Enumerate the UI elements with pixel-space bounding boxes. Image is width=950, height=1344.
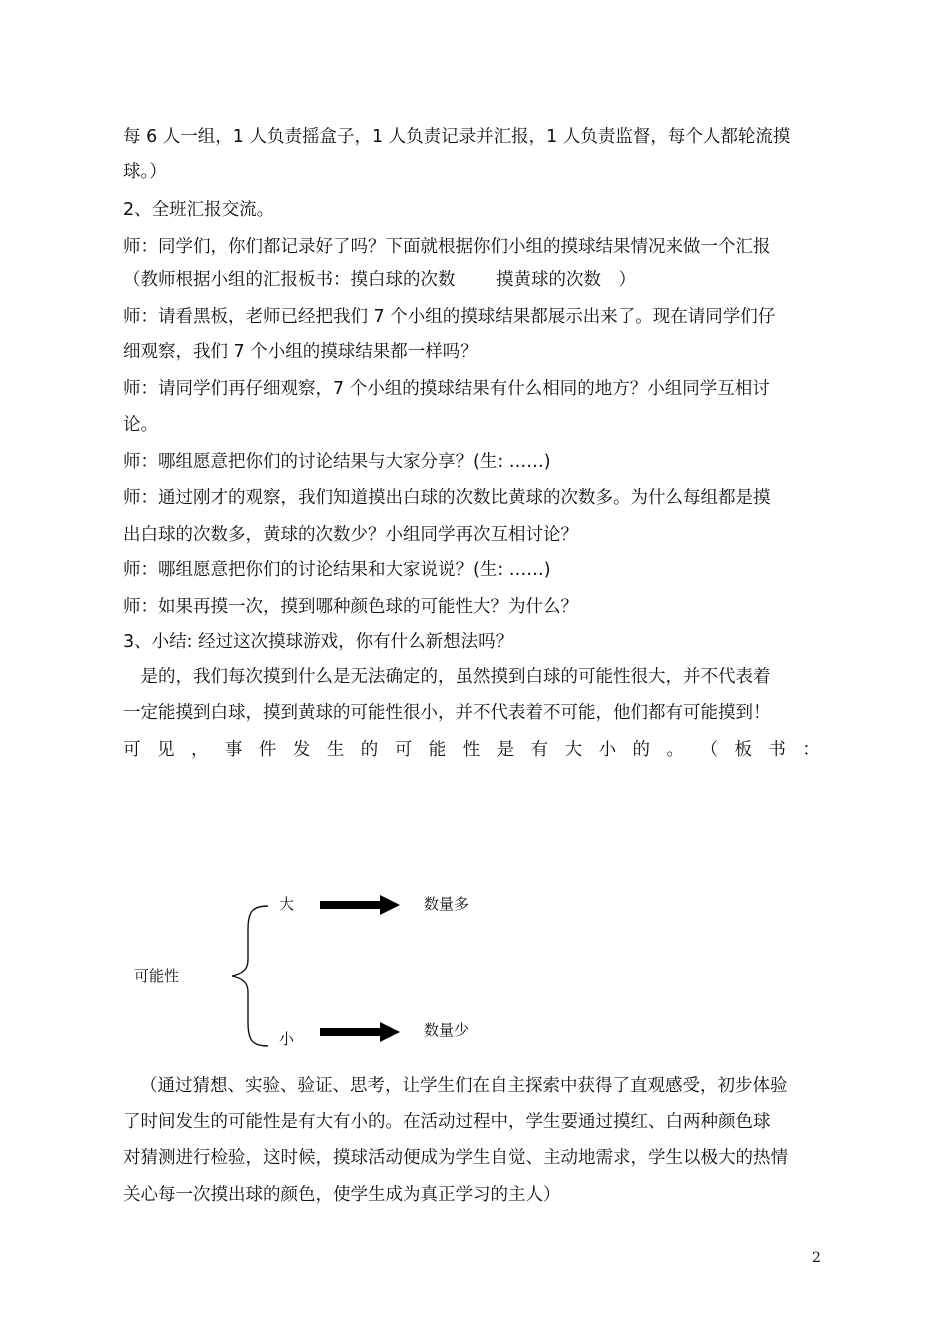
text-line: 3、小结: 经过这次摸球游戏，你有什么新想法吗？	[123, 632, 514, 652]
text-line: 师：请看黑板，老师已经把我们 7 个小组的摸球结果都展示出来了。现在请同学们仔	[123, 307, 776, 327]
text-line: 是的，我们每次摸到什么是无法确定的，虽然摸到白球的可能性很大，并不代表着	[123, 667, 771, 687]
spread-char: 见	[156, 740, 175, 760]
spread-char: 性	[462, 740, 481, 760]
spread-char: 发	[292, 740, 311, 760]
spread-char: 件	[258, 740, 277, 760]
diagram-bottom-result: 数量少	[424, 1021, 470, 1039]
text-line: 师：哪组愿意把你们的讨论结果和大家说说？(生: ……)	[123, 560, 551, 580]
text-line: 师：同学们，你们都记录好了吗？下面就根据你们小组的摸球结果情况来做一个汇报	[123, 237, 771, 257]
note-line: （通过猜想、实验、验证、思考，让学生们在自主探索中获得了直观感受，初步体验	[140, 1076, 788, 1096]
text-line: 师：通过刚才的观察，我们知道摸出白球的次数比黄球的次数多。为什么每组都是摸	[123, 488, 771, 508]
text-line: 出白球的次数多，黄球的次数少？小组同学再次互相讨论？	[123, 525, 578, 545]
text-line: 师：如果再摸一次，摸到哪种颜色球的可能性大？为什么？	[123, 597, 578, 617]
spread-char: 。	[666, 740, 684, 760]
spread-char: 的	[360, 740, 379, 760]
text-line: 师：请同学们再仔细观察，7 个小组的摸球结果有什么相同的地方？小组同学互相讨	[123, 379, 770, 399]
spread-char: ，	[190, 740, 209, 760]
diagram-bottom-label: 小	[279, 1030, 295, 1048]
spread-char: 大	[564, 740, 583, 760]
note-line: 了时间发生的可能性是有大有小的。在活动过程中，学生要通过摸红、白两种颜色球	[123, 1112, 771, 1132]
text-line: 论。	[123, 415, 158, 435]
diagram-top-label: 大	[279, 895, 295, 913]
text-line: 2、全班汇报交流。	[123, 200, 275, 220]
text-line: 球。）	[123, 162, 167, 182]
spread-char: 书	[768, 740, 786, 760]
page-number: 2	[812, 1250, 821, 1266]
spread-char: 的	[632, 740, 651, 760]
spread-char: 可	[394, 740, 413, 760]
spread-char: 生	[326, 740, 345, 760]
spread-char: （	[700, 740, 718, 760]
text-line: （教师根据小组的汇报板书：摸白球的次数 摸黄球的次数 ）	[123, 270, 637, 290]
spread-line	[123, 740, 820, 760]
spread-char: ：	[802, 740, 820, 760]
arrow-right-icon	[318, 1021, 402, 1043]
note-line: 关心每一次摸出球的颜色，使学生成为真正学习的主人）	[123, 1185, 561, 1205]
text-line: 师：哪组愿意把你们的讨论结果与大家分享？(生: ……)	[123, 452, 551, 472]
text-line: 一定能摸到白球，摸到黄球的可能性很小，并不代表着不可能，他们都有可能摸到！	[123, 703, 771, 723]
note-line: 对猜测进行检验，这时候，摸球活动便成为学生自觉、主动地需求，学生以极大的热情	[123, 1148, 788, 1168]
spread-char: 有	[530, 740, 549, 760]
diagram-root-label: 可能性	[134, 967, 180, 985]
spread-char: 事	[224, 740, 243, 760]
diagram-top-result: 数量多	[424, 895, 470, 913]
brace-icon	[228, 900, 278, 1050]
spread-char: 小	[598, 740, 617, 760]
text-line: 每 6 人一组，1 人负责摇盒子，1 人负责记录并汇报，1 人负责监督，每个人都轮流摸	[123, 127, 791, 147]
spread-char: 板	[734, 740, 752, 760]
arrow-right-icon	[318, 894, 402, 916]
text-line: 细观察，我们 7 个小组的摸球结果都一样吗？	[123, 342, 478, 362]
spread-char: 是	[496, 740, 515, 760]
spread-char: 能	[428, 740, 447, 760]
spread-char: 可	[123, 740, 141, 760]
